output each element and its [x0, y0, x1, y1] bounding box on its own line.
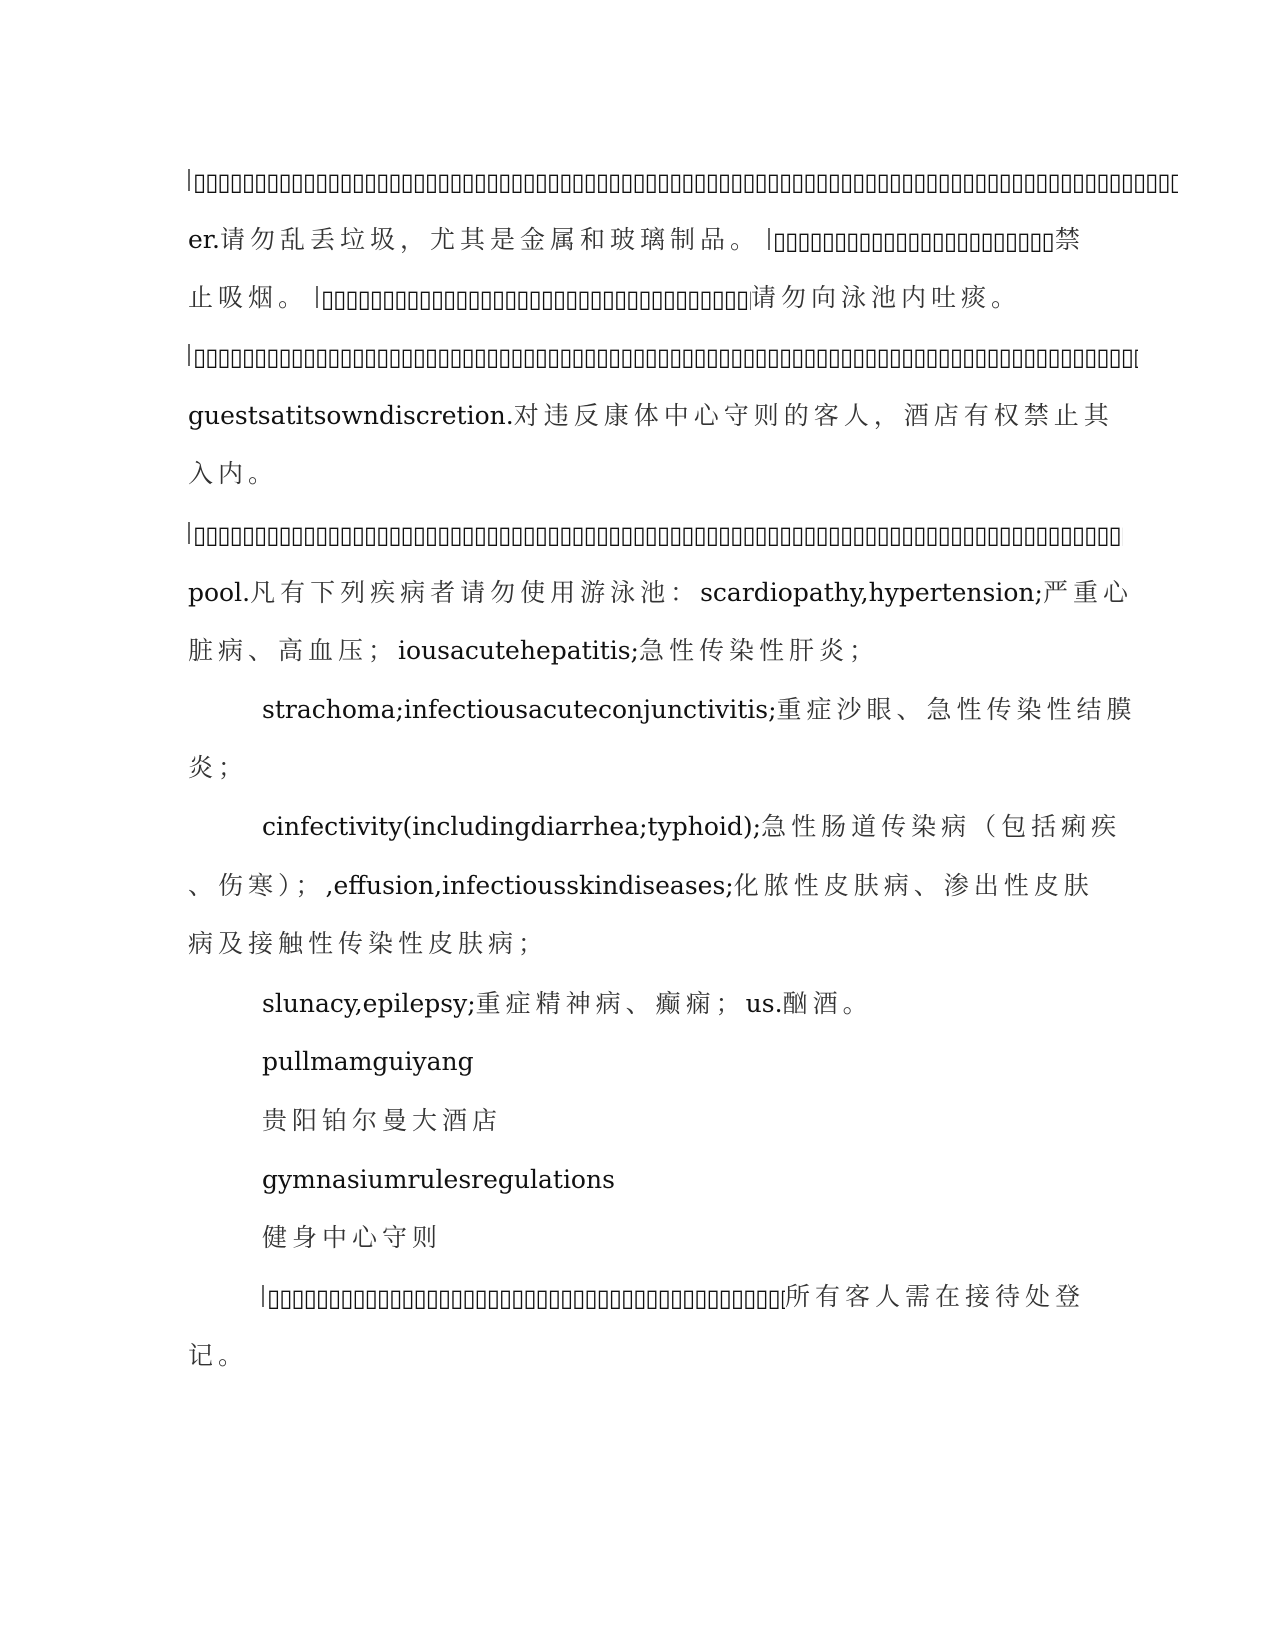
text-run: 请勿乱丢垃圾，尤其是金属和玻璃制品。: [219, 225, 760, 254]
text-run: 所有客人需在接待处登: [785, 1282, 1086, 1311]
text-run: 急性肠道传染病（包括痢疾: [761, 812, 1122, 841]
text-line-20: [262, 1281, 1085, 1313]
text-run: guestsatitsowndiscretion.: [188, 401, 514, 430]
text-cursor-mark: [262, 1285, 264, 1307]
text-run: 、伤寒）；: [188, 871, 326, 900]
text-line-7: [188, 518, 1123, 550]
text-run: 健身中心守则: [262, 1223, 443, 1252]
text-run: 止吸烟。: [188, 283, 309, 312]
text-line-18: [262, 1164, 615, 1196]
text-run: scardiopathy,hypertension;: [700, 578, 1043, 607]
text-line-4: [188, 340, 1138, 372]
missing-glyphs: [267, 1282, 785, 1310]
text-line-19: [262, 1222, 442, 1254]
text-line-14: [188, 928, 548, 960]
text-run: 酗酒。: [782, 989, 873, 1018]
text-line-11: [188, 752, 248, 784]
text-run: 对违反康体中心守则的客人，酒店有权禁止其: [513, 401, 1114, 430]
text-run: 严重心: [1042, 578, 1133, 607]
text-line-6: [188, 458, 278, 490]
text-line-9: [188, 635, 879, 667]
text-run: 病及接触性传染性皮肤病；: [188, 929, 549, 958]
text-line-10: [262, 694, 1137, 726]
text-run: pool.: [188, 578, 251, 607]
text-run: 禁: [1054, 225, 1085, 254]
text-cursor-mark: [188, 169, 190, 191]
text-line-3: [188, 282, 1021, 314]
text-run: 急性传染性肝炎；: [638, 636, 879, 665]
text-line-16: [262, 1046, 474, 1078]
text-run: 重症精神病、癫痫；: [475, 989, 746, 1018]
text-run: 贵阳铂尔曼大酒店: [262, 1106, 503, 1135]
text-run: cinfectivity(includingdiarrhea;typhoid);: [262, 812, 762, 841]
missing-glyphs: [193, 341, 1138, 369]
missing-glyphs: [193, 166, 1178, 194]
text-cursor-mark: [188, 344, 190, 366]
text-run: gymnasiumrulesregulations: [262, 1165, 615, 1194]
text-cursor-mark: [188, 522, 190, 544]
text-run: us.: [745, 989, 783, 1018]
text-run: slunacy,epilepsy;: [262, 989, 476, 1018]
text-line-8: [188, 577, 1133, 609]
text-run: 凡有下列疾病者请勿使用游泳池：: [250, 578, 701, 607]
text-line-21: [188, 1340, 248, 1372]
text-run: iousacutehepatitis;: [398, 636, 639, 665]
text-run: 入内。: [188, 459, 279, 488]
text-line-12: [262, 811, 1121, 843]
missing-glyphs: [193, 519, 1123, 547]
text-run: 化脓性皮肤病、渗出性皮肤: [733, 871, 1094, 900]
text-line-17: [262, 1105, 502, 1137]
text-line-2: [188, 224, 1085, 256]
text-run: 炎；: [188, 753, 249, 782]
text-line-13: [188, 870, 1094, 902]
text-run: strachoma;infectiousacuteconjunctivitis;: [262, 695, 777, 724]
missing-glyphs: [321, 283, 751, 311]
text-run: 脏病、高血压；: [188, 636, 399, 665]
text-line-1: [188, 165, 1178, 197]
text-cursor-mark: [768, 228, 770, 250]
text-cursor-mark: [316, 286, 318, 308]
text-line-15: [262, 988, 873, 1020]
missing-glyphs: [773, 225, 1055, 253]
text-run: er.: [188, 225, 220, 254]
text-run: pullmamguiyang: [262, 1047, 474, 1076]
text-run: ,effusion,infectiousskindiseases;: [325, 871, 734, 900]
text-run: 请勿向泳池内吐痰。: [750, 283, 1021, 312]
text-run: 记。: [188, 1341, 249, 1370]
text-line-5: [188, 400, 1114, 432]
text-run: 重症沙眼、急性传染性结膜: [776, 695, 1137, 724]
